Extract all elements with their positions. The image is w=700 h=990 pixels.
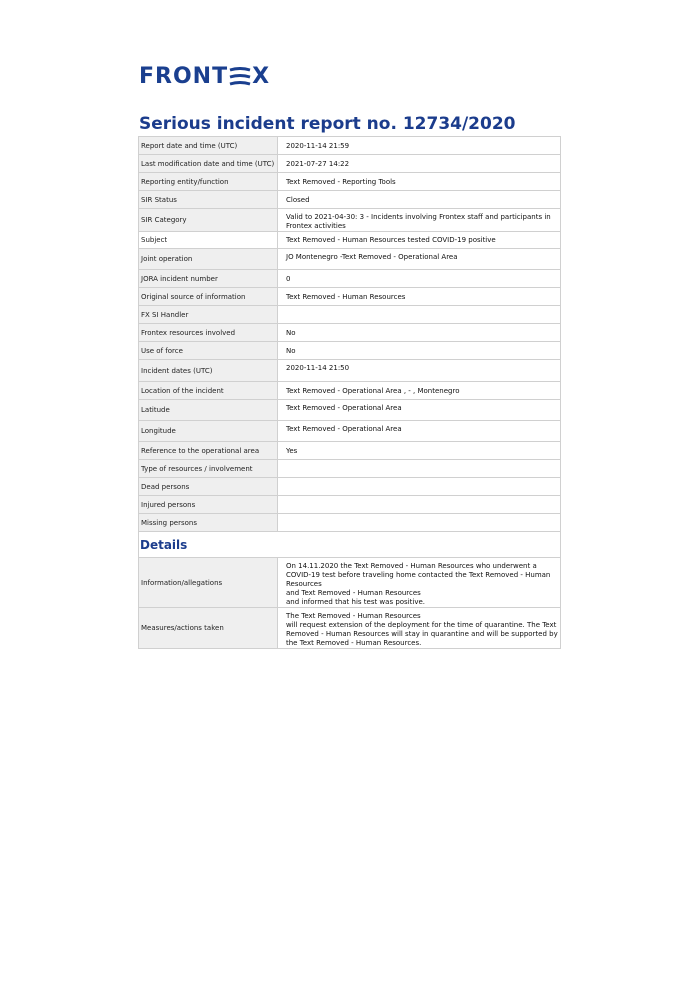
field-label: Missing persons [139, 514, 278, 532]
field-value: On 14.11.2020 the Text Removed - Human Resources who underwent a COVID-19 test before traveling home contacted the Text Removed - Human Resources and Text Removed - Human Resources and informed that his test was positive. [278, 558, 561, 608]
field-value: Text Removed - Human Resources tested COVID-19 positive [278, 232, 561, 249]
table-row [139, 306, 561, 324]
table-row [139, 608, 561, 649]
details-heading-row [139, 532, 561, 558]
field-value: JO Montenegro -Text Removed - Operational Area [278, 249, 561, 270]
field-value: 2021-07-27 14:22 [278, 155, 561, 173]
logo-text-x: X [252, 64, 271, 89]
field-label: Dead persons [139, 478, 278, 496]
table-row [139, 360, 561, 382]
field-value [278, 460, 561, 478]
table-row [139, 382, 561, 400]
field-label: SIR Category [139, 209, 278, 232]
table-row [139, 232, 561, 249]
field-value: No [278, 324, 561, 342]
field-value: 0 [278, 270, 561, 288]
field-label: Location of the incident [139, 382, 278, 400]
field-value [278, 496, 561, 514]
table-row [139, 173, 561, 191]
field-label: Original source of information [139, 288, 278, 306]
table-row [139, 191, 561, 209]
field-label: Report date and time (UTC) [139, 137, 278, 155]
table-row [139, 558, 561, 608]
field-label: JORA incident number [139, 270, 278, 288]
report-title: Serious incident report no. 12734/2020 [139, 114, 516, 134]
frontex-logo [139, 66, 270, 88]
field-label: Reporting entity/function [139, 173, 278, 191]
table-row [139, 137, 561, 155]
field-value: Valid to 2021-04-30: 3 - Incidents involving Frontex staff and participants in Frontex activities [278, 209, 561, 232]
table-row [139, 288, 561, 306]
table-row [139, 514, 561, 532]
table-row [139, 496, 561, 514]
field-value: Yes [278, 442, 561, 460]
field-label: Use of force [139, 342, 278, 360]
table-row [139, 421, 561, 442]
table-row [139, 209, 561, 232]
field-value: 2020-11-14 21:50 [278, 360, 561, 382]
field-label: FX SI Handler [139, 306, 278, 324]
field-value: Text Removed - Operational Area , - , Montenegro [278, 382, 561, 400]
table-row [139, 460, 561, 478]
field-label: Frontex resources involved [139, 324, 278, 342]
field-label: Longitude [139, 421, 278, 442]
table-row [139, 270, 561, 288]
field-label: Latitude [139, 400, 278, 421]
field-label: Subject [139, 232, 278, 249]
field-value [278, 478, 561, 496]
field-label: Incident dates (UTC) [139, 360, 278, 382]
field-label: Type of resources / involvement [139, 460, 278, 478]
logo-text-front: FRONT [139, 64, 229, 89]
field-label: SIR Status [139, 191, 278, 209]
field-label: Information/allegations [139, 558, 278, 608]
field-value: 2020-11-14 21:59 [278, 137, 561, 155]
field-value: The Text Removed - Human Resources will request extension of the deployment for the time of quarantine. The Text Removed - Human Resources will stay in quarantine and will be supported by the Text Removed - Human Resources. [278, 608, 561, 649]
incident-report-table [138, 136, 561, 649]
details-heading: Details [140, 537, 188, 552]
field-label: Joint operation [139, 249, 278, 270]
field-label: Measures/actions taken [139, 608, 278, 649]
table-row [139, 324, 561, 342]
field-value [278, 514, 561, 532]
logo-e-mark-icon [229, 67, 251, 87]
field-label: Injured persons [139, 496, 278, 514]
table-row [139, 478, 561, 496]
field-value: No [278, 342, 561, 360]
field-value: Text Removed - Operational Area [278, 400, 561, 421]
field-value: Text Removed - Human Resources [278, 288, 561, 306]
field-label: Reference to the operational area [139, 442, 278, 460]
table-row [139, 442, 561, 460]
field-value: Text Removed - Reporting Tools [278, 173, 561, 191]
table-row [139, 400, 561, 421]
table-row [139, 342, 561, 360]
table-row [139, 155, 561, 173]
field-label: Last modification date and time (UTC) [139, 155, 278, 173]
field-value: Text Removed - Operational Area [278, 421, 561, 442]
field-value: Closed [278, 191, 561, 209]
table-row [139, 249, 561, 270]
field-value [278, 306, 561, 324]
